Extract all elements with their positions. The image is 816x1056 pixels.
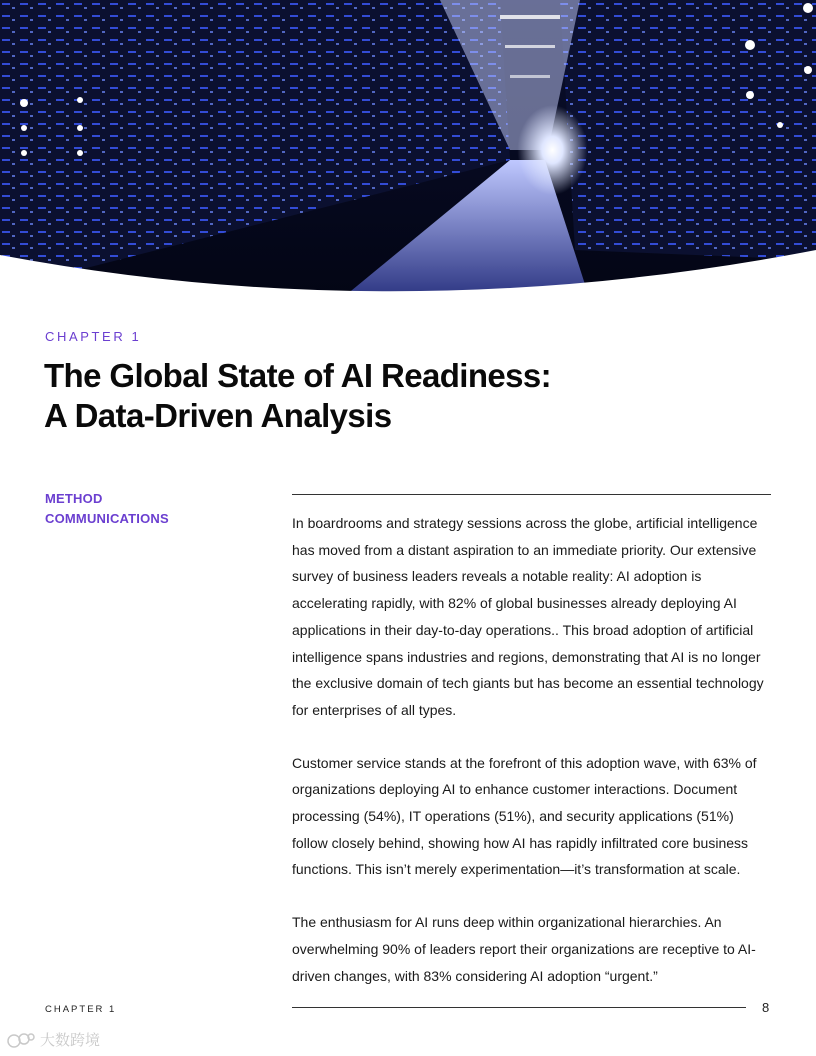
section-sidebar-label [45, 489, 169, 529]
paragraph-3: The enthusiasm for AI runs deep within organizational hierarchies. An overwhelming 90% of leaders report their organizations are receptive to AI-driven changes, with 83% considering AI adoption “urgent.” [292, 914, 756, 984]
page-title [44, 356, 551, 436]
paragraph-2: Customer service stands at the forefront of this adoption wave, with 63% of organizations deploying AI to enhance customer interactions. Document processing (54%), IT operations (51%), and security applications (51%) follow closely behind, showing how AI has rapidly infiltrated core business functions. This isn’t merely experimentation—it’s transformation at scale. [292, 754, 757, 878]
chapter-label: CHAPTER 1 [45, 329, 142, 344]
title-line-2: A Data-Driven Analysis [44, 397, 392, 434]
sidebar-line-2: COMMUNICATIONS [45, 511, 169, 526]
paragraph-1: In boardrooms and strategy sessions across the globe, artificial intelligence has moved from a distant aspiration to an immediate priority. Our extensive survey of business leaders reveals a notable reality: AI adoption is accelerating rapidly, with 82% of global businesses already deploying AI applications in their day-to-day operations.. This broad adoption of artificial intelligence spans industries and regions, demonstrating that AI is no longer the exclusive domain of tech giants but has become an essential technology for enterprises of all types. [292, 515, 764, 718]
divider-top [292, 494, 771, 495]
page-number: 8 [762, 1000, 770, 1015]
sidebar-line-1: METHOD [45, 491, 103, 506]
title-line-1: The Global State of AI Readiness: [44, 357, 552, 394]
divider-footer [292, 1007, 746, 1008]
watermark-text: 大数跨境 [40, 1032, 101, 1049]
footer-chapter-label: CHAPTER 1 [45, 1004, 117, 1015]
watermark [6, 1029, 100, 1050]
hero-image [0, 0, 816, 300]
watermark-logo-icon [6, 1031, 36, 1049]
body-text [292, 510, 771, 1015]
